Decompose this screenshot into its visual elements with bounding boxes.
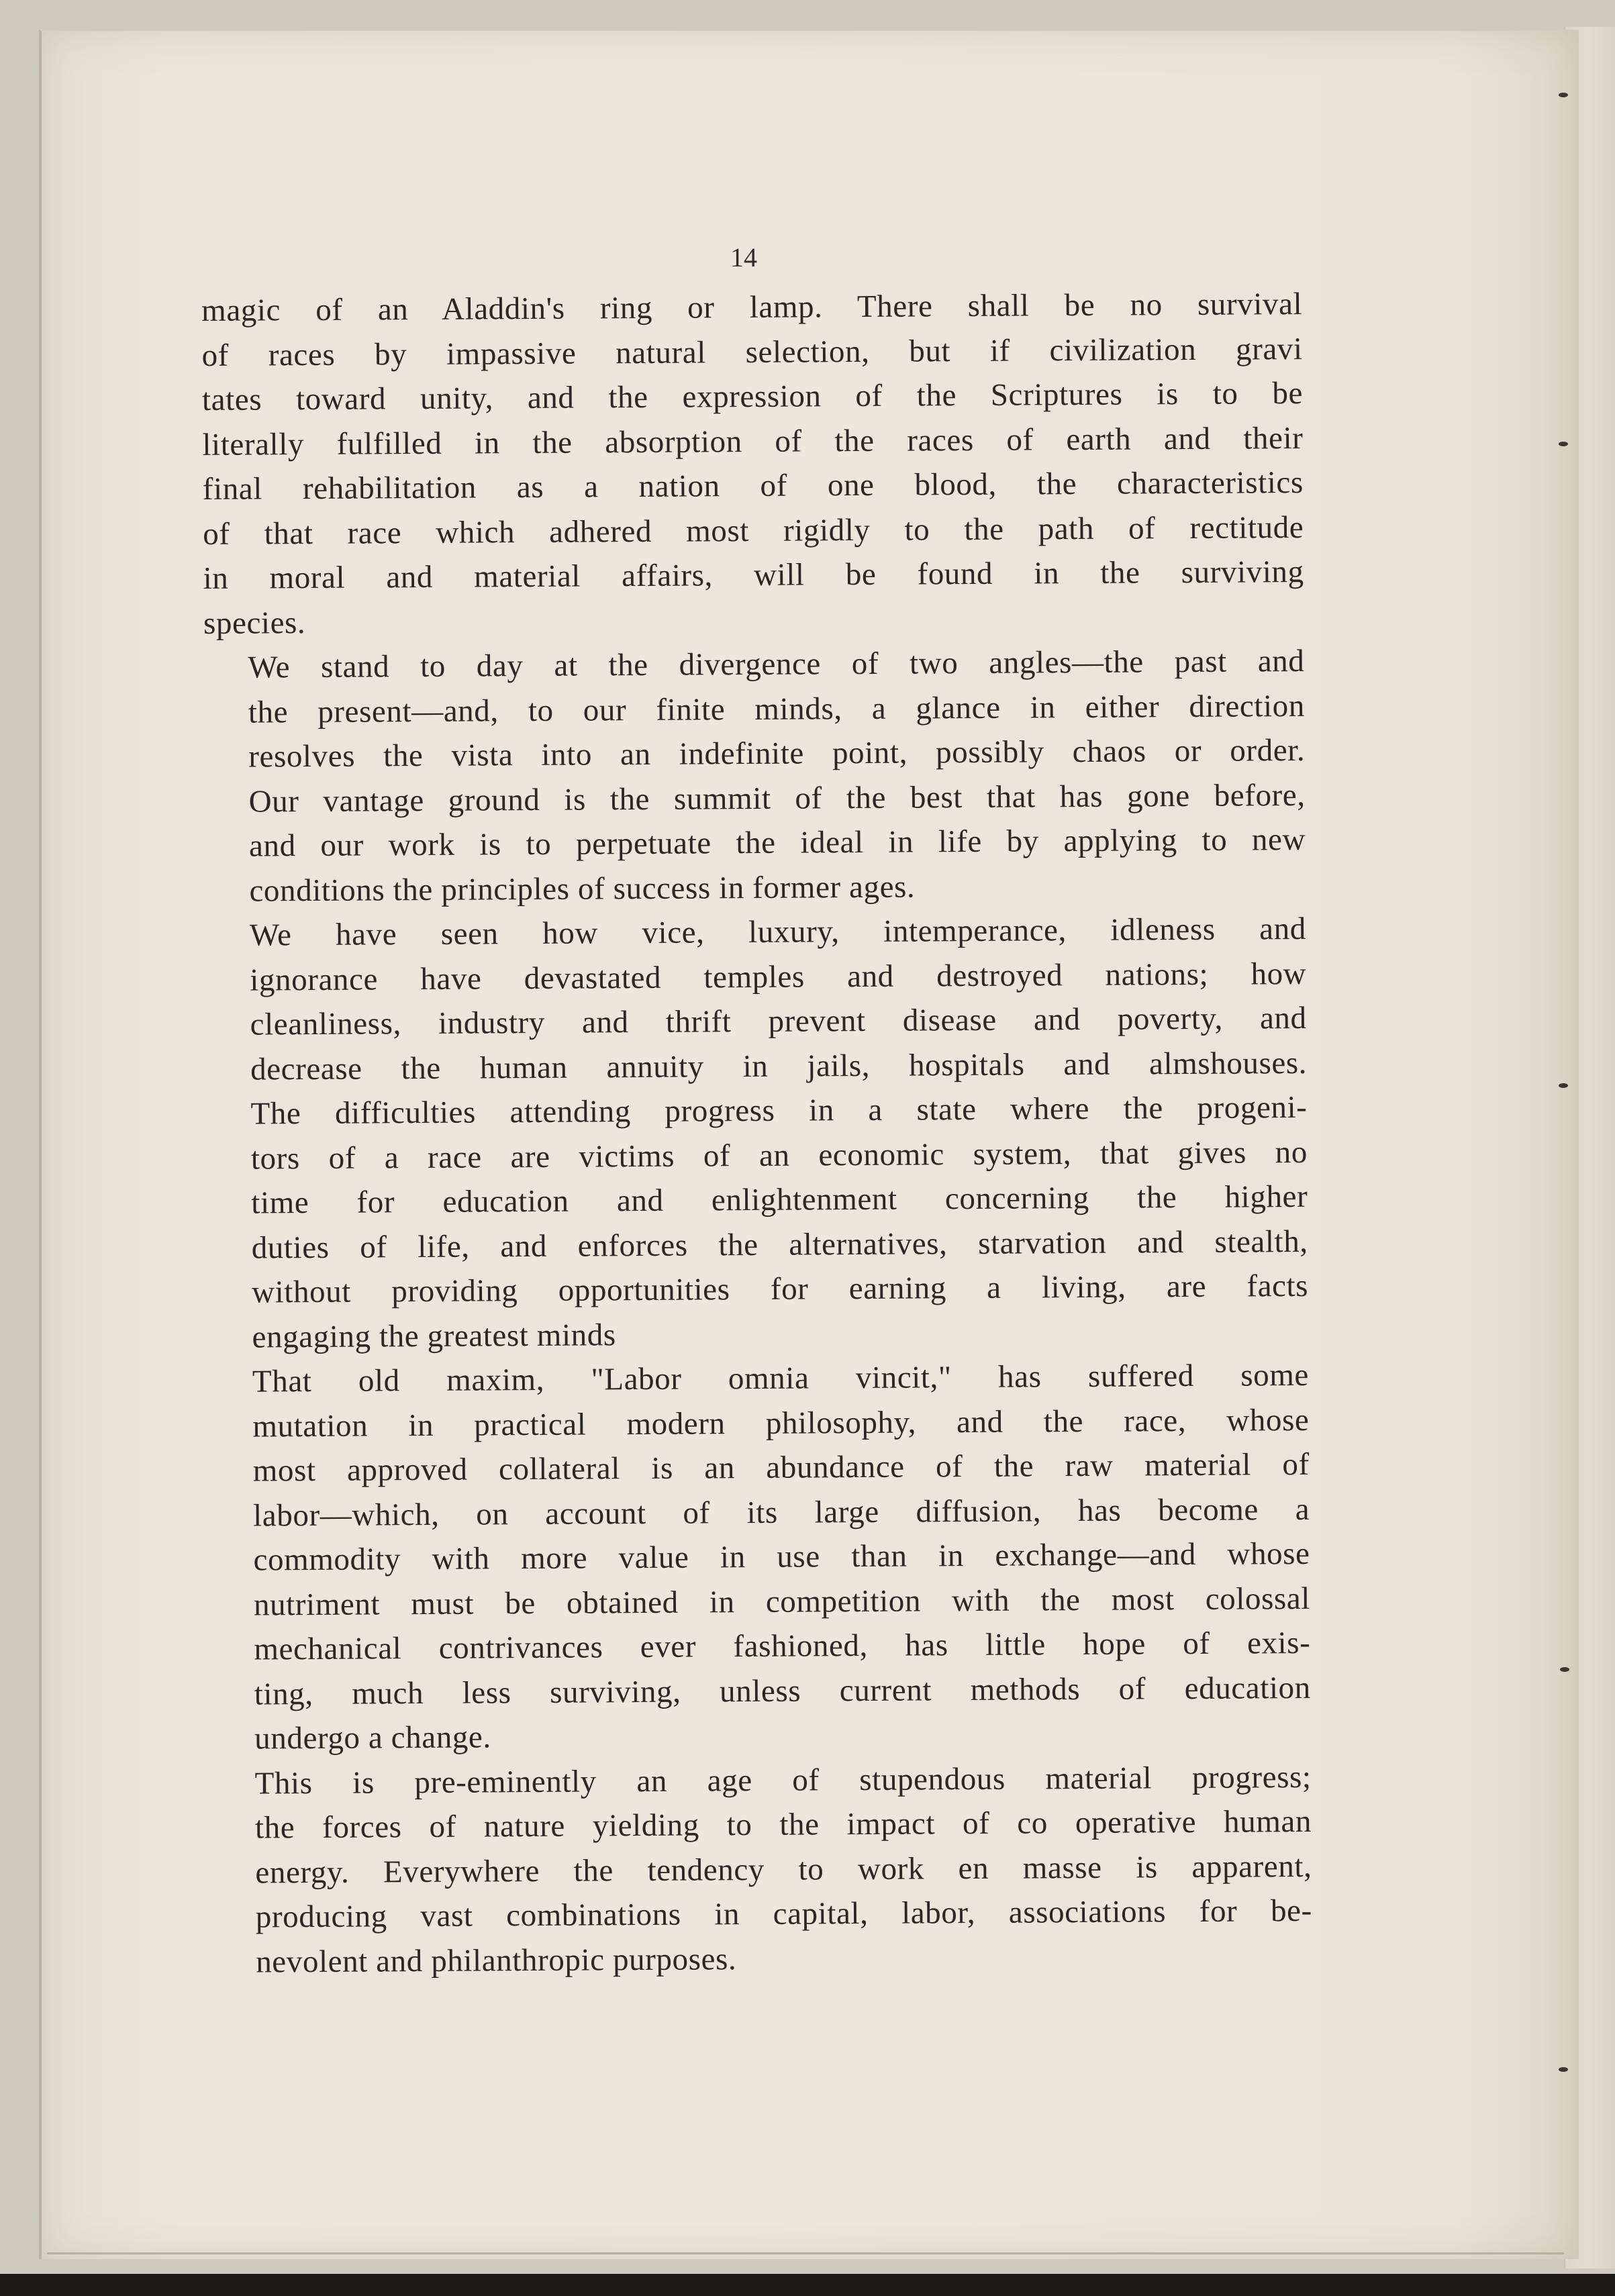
text-line: conditions the principles of success in former ages. xyxy=(249,869,916,909)
text-line: The difficulties attending progress in a state where the progeni- xyxy=(250,1089,1308,1132)
text-line: literally fulfilled in the absorption of the races of earth and their xyxy=(202,420,1304,462)
text-line: cleanliness, industry and thrift prevent disease and poverty, and xyxy=(250,1000,1307,1042)
text-line: in moral and material affairs, will be found in the surviving xyxy=(203,554,1304,596)
paragraph xyxy=(210,1754,1312,1985)
binding-mark xyxy=(1559,442,1568,446)
text-line: and our work is to perpetuate the ideal in life by applying to new xyxy=(248,821,1306,864)
text-line: We have seen how vice, luxury, intemperance, idleness and xyxy=(249,911,1307,953)
text-line: of that race which adhered most rigidly to the path of rectitude xyxy=(203,509,1304,552)
text-line: Our vantage ground is the summit of the best that has gone before, xyxy=(248,777,1306,819)
paragraph xyxy=(203,639,1306,913)
binding-mark xyxy=(1559,1083,1568,1088)
text-line: nevolent and philanthropic purposes. xyxy=(256,1941,737,1980)
text-line: This is pre-eminently an age of stupendous material progress; xyxy=(254,1759,1312,1801)
text-line: ignorance have devastated temples and destroyed nations; how xyxy=(250,956,1307,998)
body-text xyxy=(201,282,1312,1985)
text-line: We stand to day at the divergence of two angles—the past and xyxy=(248,643,1305,685)
text-line: That old maxim, "Labor omnia vincit," has suffered some xyxy=(252,1357,1310,1399)
text-line: tates toward unity, and the expression of the Scriptures is to be xyxy=(201,375,1304,417)
binding-mark xyxy=(1559,93,1568,97)
text-line: duties of life, and enforces the alternatives, starvation and stealth, xyxy=(251,1224,1308,1266)
text-line: undergo a change. xyxy=(254,1719,491,1756)
text-line: most approved collateral is an abundance of the raw material of xyxy=(252,1446,1310,1489)
text-line: species. xyxy=(203,605,306,641)
text-line: commodity with more value in use than in exchange—and whose xyxy=(253,1536,1310,1578)
text-line: the present—and, to our finite minds, a glance in either direction xyxy=(248,688,1305,730)
page-number: 14 xyxy=(730,242,757,272)
text-line: labor—which, on account of its large diffusion, has become a xyxy=(253,1491,1310,1534)
text-line: mutation in practical modern philosophy, and the race, whose xyxy=(252,1402,1310,1444)
text-line: magic of an Aladdin's ring or lamp. There shall be no survival xyxy=(201,286,1303,328)
text-line: without providing opportunities for earning a living, are facts xyxy=(251,1268,1309,1310)
text-line: nutriment must be obtained in competition with the most colossal xyxy=(253,1581,1311,1623)
text-line: the forces of nature yielding to the impact of co operative human xyxy=(254,1803,1312,1846)
text-line: ting, much less surviving, unless current methods of education xyxy=(254,1670,1311,1712)
text-line: decrease the human annuity in jails, hospitals and almshouses. xyxy=(250,1045,1308,1087)
page-bottom-edge xyxy=(47,2252,1564,2254)
text-line: producing vast combinations in capital, labor, associations for be- xyxy=(255,1893,1312,1935)
text-line: of races by impassive natural selection, but if civilization gravi xyxy=(201,331,1303,373)
scan-bottom-border xyxy=(0,2274,1615,2296)
text-line: mechanical contrivances ever fashioned, has little hope of exis- xyxy=(254,1625,1311,1667)
paragraph xyxy=(205,907,1309,1360)
text-line: resolves the vista into an indefinite point, possibly chaos or order. xyxy=(248,732,1306,775)
text-line: engaging the greatest minds xyxy=(252,1317,616,1355)
paragraph xyxy=(208,1353,1312,1762)
text-line: tors of a race are victims of an economic system, that gives no xyxy=(250,1134,1308,1177)
text-line: energy. Everywhere the tendency to work en masse is apparent, xyxy=(255,1848,1312,1891)
binding-mark xyxy=(1560,1667,1569,1672)
text-line: time for education and enlightenment concerning the higher xyxy=(251,1179,1308,1221)
text-line: final rehabilitation as a nation of one blood, the characteristics xyxy=(202,464,1304,507)
paragraph xyxy=(201,282,1304,646)
binding-mark xyxy=(1559,2067,1568,2072)
